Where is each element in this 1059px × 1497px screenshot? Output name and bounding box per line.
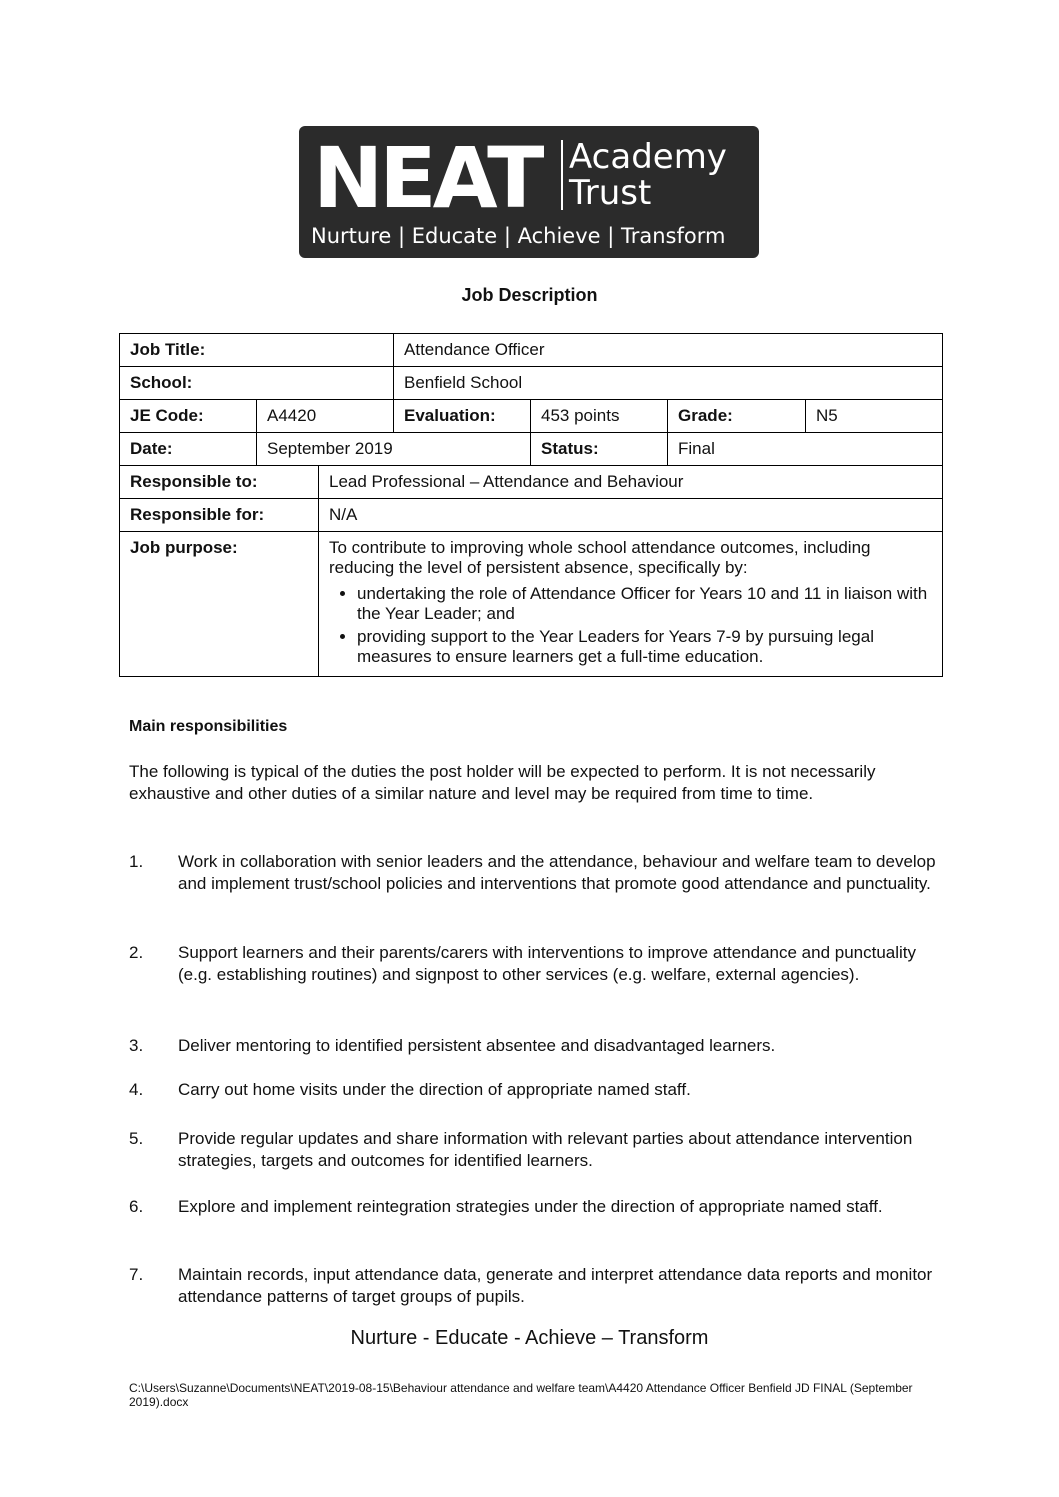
item-number: 2.: [129, 943, 144, 962]
responsible-for-label: Responsible for:: [120, 499, 319, 532]
school-label: School:: [120, 367, 394, 400]
job-purpose-label: Job purpose:: [120, 532, 319, 677]
date-label: Date:: [120, 433, 257, 466]
school-value: Benfield School: [394, 367, 943, 400]
logo-divider: [561, 140, 563, 210]
job-details-table: [119, 333, 943, 677]
footer-tagline: Nurture - Educate - Achieve – Transform: [350, 1327, 709, 1349]
list-item: • undertaking the role of Attendance Officer for Years 10 and 11 in liaison with the Year Leader; and: [357, 584, 932, 624]
table-row: [120, 433, 943, 466]
page-title: Job Description: [461, 285, 598, 305]
job-purpose-cell: [319, 532, 943, 677]
file-path: C:\Users\Suzanne\Documents\NEAT\2019-08-15\Behaviour attendance and welfare team\A4420 Attendance Officer Benfield JD FINAL (September 2019).docx: [129, 1381, 913, 1409]
intro-paragraph: The following is typical of the duties the post holder will be expected to perform. It is not necessarily exhaustive and other duties of a similar nature and level may be required from time to time.: [129, 762, 876, 803]
date-value: September 2019: [257, 433, 531, 466]
job-purpose-text: To contribute to improving whole school attendance outcomes, including reducing the level of persistent absence, specifically by:: [329, 538, 871, 577]
neat-academy-trust-logo: [299, 126, 759, 258]
logo-word-academy: Academy: [569, 137, 727, 177]
job-title-label: Job Title:: [120, 334, 394, 367]
item-number: 7.: [129, 1265, 144, 1284]
item-number: 4.: [129, 1080, 144, 1099]
evaluation-label: Evaluation:: [394, 400, 531, 433]
item-number: 5.: [129, 1129, 144, 1148]
responsible-to-label: Responsible to:: [120, 466, 319, 499]
logo-main-text: NEAT: [313, 129, 541, 227]
item-text: Provide regular updates and share information with relevant parties about attendance intervention strategies, targets and outcomes for identified learners.: [178, 1129, 913, 1170]
item-text: Maintain records, input attendance data, generate and interpret attendance data reports and monitor attendance patterns of target groups of pupils.: [178, 1265, 933, 1306]
logo-word-trust: Trust: [569, 173, 652, 213]
item-text: Support learners and their parents/carers with interventions to improve attendance and punctuality (e.g. establishing routines) and signpost to other services (e.g. welfare, external agencies).: [178, 943, 917, 984]
list-item: • providing support to the Year Leaders for Years 7-9 by pursuing legal measures to ensure learners get a full-time education.: [357, 627, 932, 667]
item-text: Deliver mentoring to identified persistent absentee and disadvantaged learners.: [178, 1036, 776, 1055]
responsible-to-value: Lead Professional – Attendance and Behaviour: [319, 466, 943, 499]
table-row: [120, 499, 943, 532]
item-number: 1.: [129, 852, 144, 871]
evaluation-value: 453 points: [531, 400, 668, 433]
job-title-value: Attendance Officer: [394, 334, 943, 367]
logo-tagline: Nurture | Educate | Achieve | Transform: [311, 224, 726, 248]
status-label: Status:: [531, 433, 668, 466]
job-purpose-list: [329, 584, 932, 667]
table-row: [120, 367, 943, 400]
item-text: Carry out home visits under the direction of appropriate named staff.: [178, 1080, 691, 1099]
responsible-for-value: N/A: [319, 499, 943, 532]
je-code-value: A4420: [257, 400, 394, 433]
table-row: [120, 334, 943, 367]
table-row: [120, 532, 943, 677]
je-code-label: JE Code:: [120, 400, 257, 433]
item-number: 6.: [129, 1197, 144, 1216]
table-row: [120, 400, 943, 433]
item-text: Explore and implement reintegration strategies under the direction of appropriate named staff.: [178, 1197, 883, 1216]
grade-value: N5: [806, 400, 943, 433]
item-number: 3.: [129, 1036, 144, 1055]
status-value: Final: [668, 433, 943, 466]
main-responsibilities-heading: Main responsibilities: [129, 718, 288, 735]
table-row: [120, 466, 943, 499]
grade-label: Grade:: [668, 400, 806, 433]
item-text: Work in collaboration with senior leaders and the attendance, behaviour and welfare team to develop and implement trust/school policies and interventions that promote good attendance and punctuality.: [178, 852, 936, 893]
